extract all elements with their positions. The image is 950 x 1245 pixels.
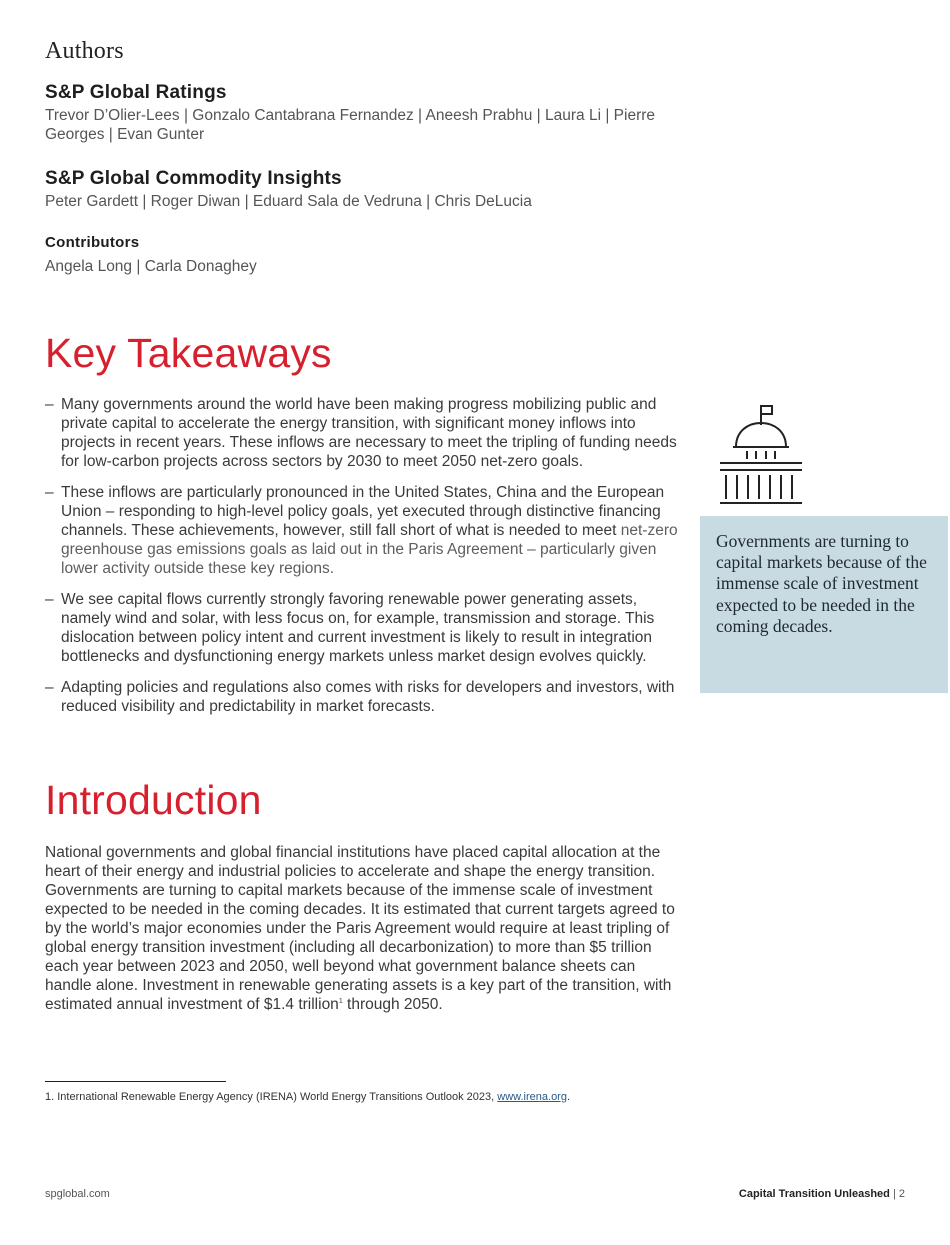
capitol-building-icon: [716, 403, 806, 507]
footnote-divider: [45, 1081, 226, 1082]
org-name: S&P Global Commodity Insights: [45, 168, 342, 189]
footnote-link[interactable]: www.irena.org: [497, 1091, 567, 1103]
authors-heading: Authors: [45, 38, 124, 64]
footer-separator: |: [889, 1188, 899, 1200]
list-item: [45, 678, 685, 716]
introduction-heading: Introduction: [45, 777, 262, 823]
footnote-end: .: [566, 1091, 571, 1103]
list-item-text: Many governments around the world have been making progress mobilizing public and private capital to accelerate the energy transition, with significant money inflows into projects in recent years. These inflows are necessary to meet the tripling of funding needs for low-carbon projects across sectors by 2030 to meet 2050 net-zero goals.: [61, 396, 677, 470]
key-takeaways-heading: Key Takeaways: [45, 330, 332, 376]
list-dash: –: [45, 484, 54, 501]
contributor-names: Angela Long | Carla Donaghey: [45, 258, 257, 275]
list-item: [45, 590, 685, 666]
list-dash: –: [45, 679, 54, 696]
author-names: Peter Gardett | Roger Diwan | Eduard Sala de Vedruna | Chris DeLucia: [45, 193, 532, 210]
footnote-marker: 1: [338, 997, 343, 1005]
list-dash: –: [45, 396, 54, 413]
contributors-block: [45, 234, 695, 276]
introduction-text: National governments and global financial institutions have placed capital allocation at the heart of their energy and industrial policies to accelerate and shape the energy transition. Governments are turning to capital markets because of the immense scale of investment expected to be needed in the coming decades. It its estimated that current targets agreed to by the world’s major economies under the Paris Agreement would require at least tripling of global energy transition investment (including all decarbonization) to more than $5 trillion each year between 2023 and 2050, well beyond what government balance sheets can handle alone. Investment in renewable generating assets is a key part of the transition, with estimated annual investment of $1.4 trillion: [45, 844, 675, 1013]
footer-page-number: 2: [898, 1188, 905, 1200]
footer-site: spglobal.com: [45, 1188, 110, 1200]
author-group-ratings: [45, 82, 695, 144]
footnote-text: 1. International Renewable Energy Agency (IRENA) World Energy Transitions Outlook 2023,: [45, 1091, 498, 1103]
key-takeaways-list: [45, 395, 685, 716]
list-item-text: These inflows are particularly pronounced in the United States, China and the European Union – responding to high-level policy goals, yet executed through distinctive financing channels. These achievements, however, still fall short of what is needed to meet: [61, 484, 665, 539]
footer-page-info: [739, 1188, 905, 1200]
author-names: Trevor D’Olier-Lees | Gonzalo Cantabrana Fernandez | Aneesh Prabhu | Laura Li | Pierre Georges | Evan Gunter: [45, 107, 656, 143]
introduction-body: [45, 843, 679, 1014]
introduction-paragraph: [45, 843, 679, 1014]
list-item: [45, 395, 685, 471]
org-name: S&P Global Ratings: [45, 82, 227, 103]
list-item: [45, 483, 685, 578]
list-item-text: We see capital flows currently strongly favoring renewable power generating assets, namely wind and solar, with less focus on, for example, transmission and storage. This dislocation between policy intent and current investment is likely to result in integration bottlenecks and dysfunctioning energy markets unless market design evolves quickly.: [61, 591, 655, 665]
introduction-text-end: through 2050.: [342, 996, 443, 1013]
list-item-text-continued: net-zero greenhouse gas emissions goals as laid out in the Paris Agreement – particularly given lower activity outside these key regions.: [61, 522, 678, 577]
contributors-heading: Contributors: [45, 234, 140, 251]
list-item-text: Adapting policies and regulations also comes with risks for developers and investors, with reduced visibility and predictability in market forecasts.: [61, 679, 675, 715]
list-dash: –: [45, 591, 54, 608]
footer-doc-title: Capital Transition Unleashed: [738, 1188, 890, 1200]
pull-quote-callout: [700, 516, 948, 693]
pull-quote-text: Governments are turning to capital markets because of the immense scale of investment expected to be needed in the coming decades.: [716, 531, 927, 636]
author-group-commodity: [45, 168, 695, 211]
footnote: [45, 1091, 570, 1103]
key-takeaways-list-wrap: [45, 395, 685, 728]
